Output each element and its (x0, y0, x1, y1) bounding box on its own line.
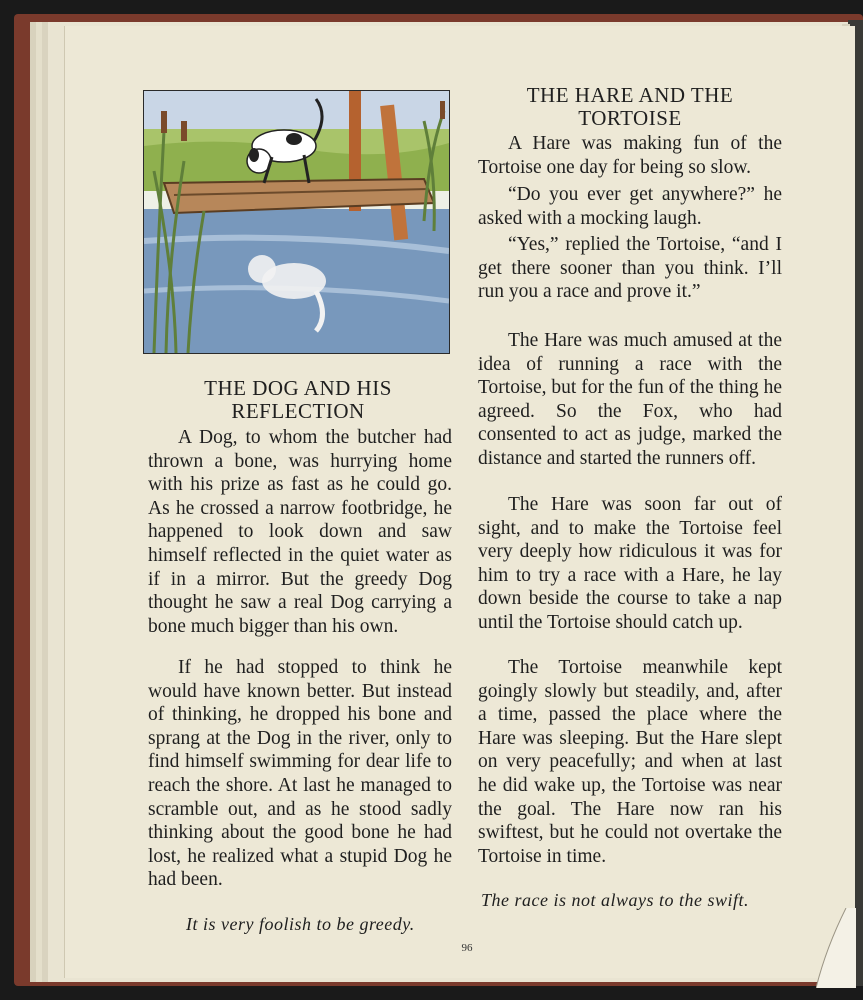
illustration-svg (144, 91, 449, 353)
right-paragraph-1: A Hare was making fun of the Tortoise one day for being so slow. (478, 133, 782, 178)
left-paragraph-1: A Dog, to whom the butcher had thrown a bone, was hurrying home with his prize as fast as he could go. As he crossed a narrow footbridge, he happened to look down and saw himself reflected in the quiet water as if in a mirror. But the greedy Dog thought he saw a real Dog carrying a bone much bigger than his own. (148, 427, 452, 637)
left-title-line1: THE DOG AND HIS (204, 376, 392, 400)
left-title-line2: REFLECTION (231, 399, 365, 423)
right-moral: The race is not always to the swift. (481, 890, 749, 910)
right-paragraph-6: The Tortoise meanwhile kept goingly slowly but steadily, and, after a time, passed the place where the Hare was sleeping. But the Hare slept on very peacefully; and when at last he did wake up, the Tortoise was near the goal. The Hare now ran his swiftest, but he could not overtake the Tortoise in time. (478, 657, 782, 867)
right-paragraph-2: “Do you ever get anywhere?” he asked with a mocking laugh. (478, 184, 782, 229)
right-title-line1: THE HARE AND THE (526, 83, 734, 107)
dog-reflection-illustration (143, 90, 450, 354)
page-number: 96 (461, 942, 473, 954)
torn-corner-icon (816, 908, 856, 988)
right-paragraph-3: “Yes,” replied the Tortoise, “and I get there sooner than you think. I’ll run you a race and prove it.” (478, 234, 782, 303)
right-paragraph-5: The Hare was soon far out of sight, and to make the Tortoise feel very deeply how ridiculous it was for him to try a race with a Hare, he lay down beside the course to take a nap until the Tortoise should catch up. (478, 494, 782, 633)
left-moral: It is very foolish to be greedy. (186, 914, 415, 934)
right-story-title (480, 84, 780, 130)
left-story-title (148, 377, 448, 423)
right-paragraph-4: The Hare was much amused at the idea of running a race with the Tortoise, but for the fun of the thing he agreed. So the Fox, who had consented to act as judge, marked the distance and started the runners off. (478, 330, 782, 469)
left-paragraph-2: If he had stopped to think he would have known better. But instead of thinking, he dropped his bone and sprang at the Dog in the river, only to find himself swimming for dear life to reach the shore. At last he managed to scramble out, and as he stood sadly thinking about the good bone he had lost, he realized what a stupid Dog he had been. (148, 657, 452, 891)
right-title-line2: TORTOISE (578, 106, 682, 130)
